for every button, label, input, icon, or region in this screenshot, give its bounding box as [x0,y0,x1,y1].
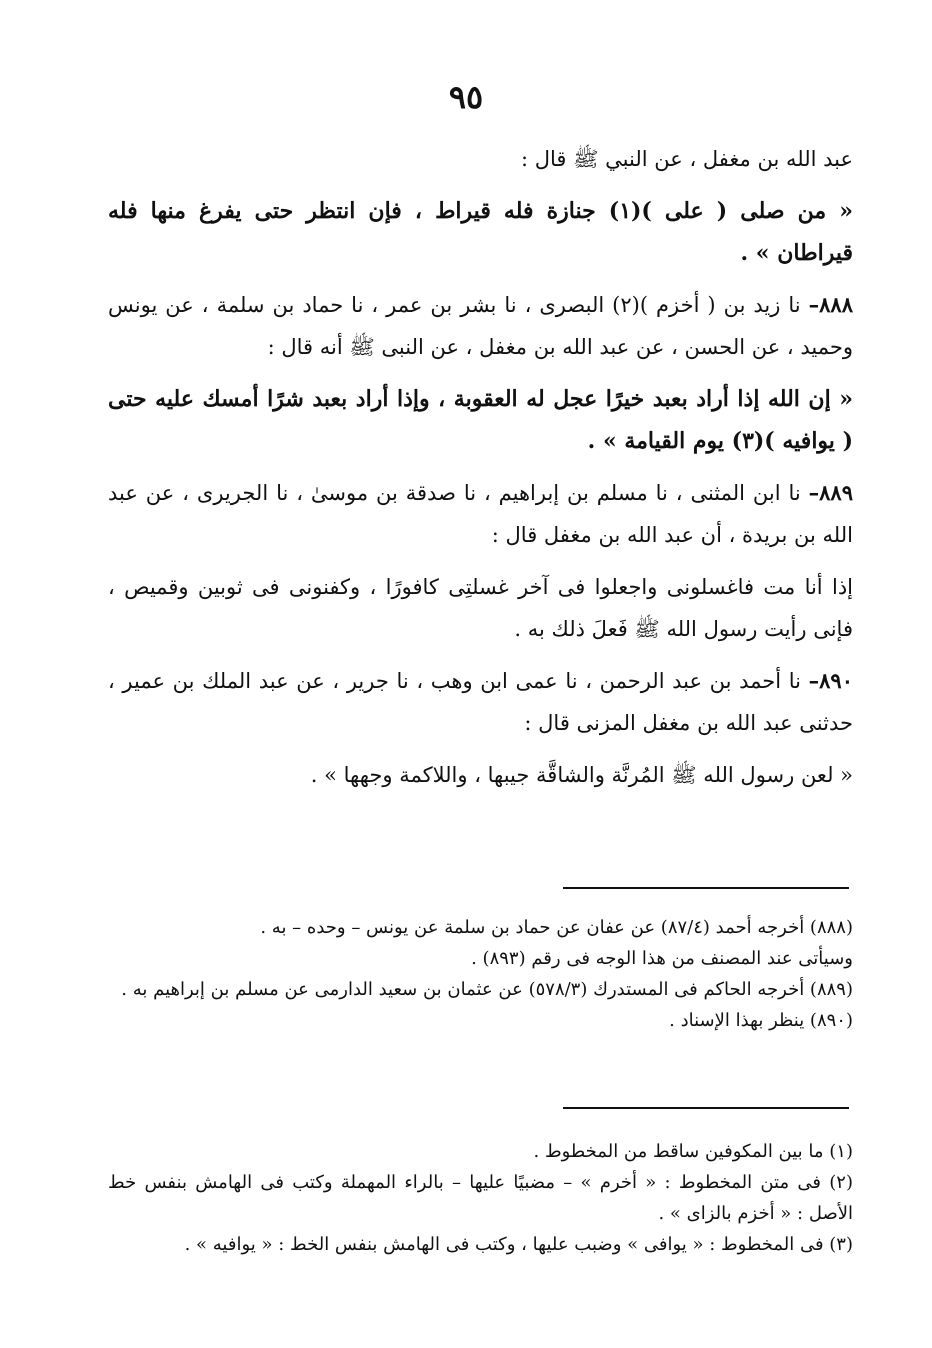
hadith-chain-889 [108,472,853,556]
hadith-quote-888 [108,378,853,462]
paragraph-intro [108,138,853,180]
takhrij-note: (٨٨٩) أخرجه الحاكم فى المستدرك (٥٧٨/٣) عن عثمان بن سعيد الدارمى عن مسلم بن إبراهيم به . [121,979,853,1000]
footnotes [108,1136,853,1260]
footnote: (١) ما بين المكوفين ساقط من المخطوط . [533,1141,853,1162]
hadith-number: ٨٨٨– [808,292,853,317]
takhrij-note: وسيأتى عند المصنف من هذا الوجه فى رقم (٨٩٣) . [471,948,853,969]
paragraph-text: عبد الله بن مغفل ، عن النبي ﷺ قال : [521,147,853,171]
paragraph-text: نا ابن المثنى ، نا مسلم بن إبراهيم ، نا صدقة بن موسىٰ ، نا الجريرى ، عن عبد الله بن بريدة ، أن عبد الله بن مغفل قال : [108,481,853,547]
hadith-chain-890 [108,660,853,744]
hadith-chain-888 [108,284,853,368]
hadith-number: ٨٩٠– [808,668,853,693]
separator-line [563,887,849,889]
paragraph-text: « من صلى ( على )(١) جنازة فله قيراط ، فإن انتظر حتى يفرغ منها فله قيراطان » . [108,198,853,266]
footnote: (٣) فى المخطوط : « يوافى » وضبب عليها ، وكتب فى الهامش بنفس الخط : « يوافيه » . [184,1234,853,1255]
paragraph-text: « إن الله إذا أراد بعبد خيرًا عجل له العقوبة ، وإذا أراد بعبد شرًا أمسك عليه حتى ( يوافيه )(٣) يوم القيامة » . [108,386,853,454]
paragraph-text: نا أحمد بن عبد الرحمن ، نا عمى ابن وهب ، نا جرير ، عن عبد الملك بن عمير ، حدثنى عبد الله بن مغفل المزنى قال : [108,669,853,735]
takhrij-note: (٨٨٨) أخرجه أحمد (٨٧/٤) عن عفان عن حماد بن سلمة عن يونس – وحده – به . [260,917,853,938]
hadith-quote-887 [108,190,853,274]
paragraph-text: « لعن رسول الله ﷺ المُرنَّة والشاقَّة جيبها ، واللاكمة وجهها » . [310,763,853,787]
takhrij-note: (٨٩٠) ينظر بهذا الإسناد . [669,1010,853,1031]
hadith-text-889 [108,566,853,650]
page-number: ٩٥ [448,78,484,116]
footnote: (٢) فى متن المخطوط : « أخرم » – مضبيًا عليها – بالراء المهملة وكتب فى الهامش بنفس خط الأصل : « أخزم بالزاى » . [108,1172,853,1224]
paragraph-text: إذا أنا مت فاغسلونى واجعلوا فى آخر غسلتِى كافورًا ، وكفنونى فى ثوبين وقميص ، فإنى رأيت رسول الله ﷺ فَعلَ ذلك به . [108,575,853,641]
main-text [108,138,853,796]
hadith-quote-890 [108,754,853,796]
paragraph-text: نا زيد بن ( أخزم )(٢) البصرى ، نا بشر بن عمر ، نا حماد بن سلمة ، عن يونس وحميد ، عن الحسن ، عن عبد الله بن مغفل ، عن النبى ﷺ أنه قال : [108,293,853,359]
takhrij-notes [108,912,853,1036]
separator-line [563,1107,849,1109]
hadith-number: ٨٨٩– [808,480,853,505]
